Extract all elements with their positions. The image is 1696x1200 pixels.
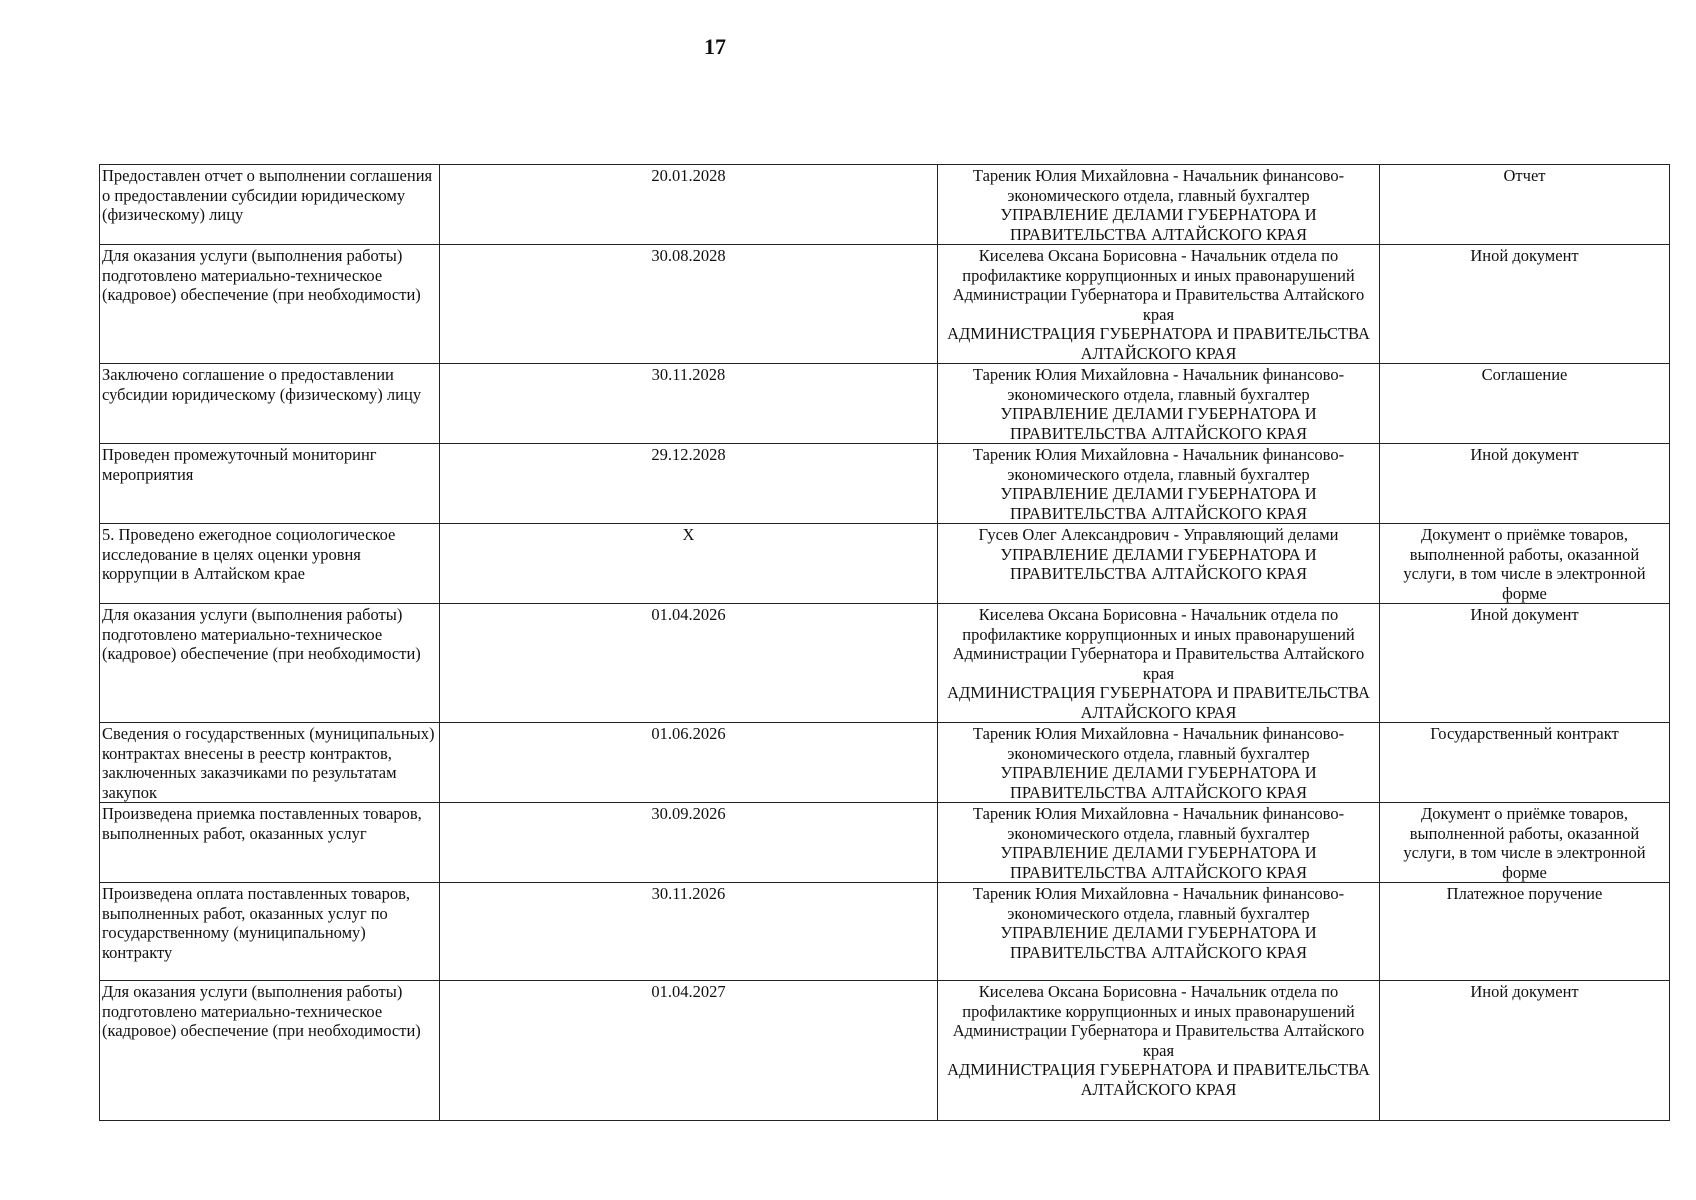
responsible-organization: УПРАВЛЕНИЕ ДЕЛАМИ ГУБЕРНАТОРА И ПРАВИТЕЛЬСТВА АЛТАЙСКОГО КРАЯ <box>1000 205 1317 244</box>
responsible-organization: УПРАВЛЕНИЕ ДЕЛАМИ ГУБЕРНАТОРА И ПРАВИТЕЛЬСТВА АЛТАЙСКОГО КРАЯ <box>1000 763 1317 802</box>
document-cell: Иной документ <box>1380 245 1670 364</box>
responsible-cell <box>938 364 1380 444</box>
document-cell: Государственный контракт <box>1380 723 1670 803</box>
responsible-organization: УПРАВЛЕНИЕ ДЕЛАМИ ГУБЕРНАТОРА И ПРАВИТЕЛЬСТВА АЛТАЙСКОГО КРАЯ <box>1000 544 1317 583</box>
document-cell: Иной документ <box>1380 981 1670 1121</box>
document-cell: Иной документ <box>1380 604 1670 723</box>
event-cell: Проведен промежуточный мониторинг мероприятия <box>100 444 440 524</box>
responsible-person: Тареник Юлия Михайловна - Начальник финансово-экономического отдела, главный бухгалтер <box>972 365 1345 404</box>
event-cell: Для оказания услуги (выполнения работы) подготовлено материально-техническое (кадровое) обеспечение (при необходимости) <box>100 245 440 364</box>
activities-table <box>99 164 1670 1121</box>
responsible-person: Тареник Юлия Михайловна - Начальник финансово-экономического отдела, главный бухгалтер <box>972 166 1345 205</box>
responsible-organization: АДМИНИСТРАЦИЯ ГУБЕРНАТОРА И ПРАВИТЕЛЬСТВА АЛТАЙСКОГО КРАЯ <box>947 683 1370 722</box>
event-cell: Для оказания услуги (выполнения работы) подготовлено материально-техническое (кадровое) обеспечение (при необходимости) <box>100 981 440 1121</box>
responsible-person: Тареник Юлия Михайловна - Начальник финансово-экономического отдела, главный бухгалтер <box>972 884 1345 923</box>
table-row <box>100 165 1670 245</box>
responsible-organization: АДМИНИСТРАЦИЯ ГУБЕРНАТОРА И ПРАВИТЕЛЬСТВА АЛТАЙСКОГО КРАЯ <box>947 324 1370 363</box>
event-cell: Для оказания услуги (выполнения работы) подготовлено материально-техническое (кадровое) обеспечение (при необходимости) <box>100 604 440 723</box>
event-cell: Сведения о государственных (муниципальных) контрактах внесены в реестр контрактов, заключенных заказчиками по результатам закупок <box>100 723 440 803</box>
responsible-organization: УПРАВЛЕНИЕ ДЕЛАМИ ГУБЕРНАТОРА И ПРАВИТЕЛЬСТВА АЛТАЙСКОГО КРАЯ <box>1000 843 1317 882</box>
responsible-cell <box>938 444 1380 524</box>
responsible-organization: УПРАВЛЕНИЕ ДЕЛАМИ ГУБЕРНАТОРА И ПРАВИТЕЛЬСТВА АЛТАЙСКОГО КРАЯ <box>1000 484 1317 523</box>
document-cell: Соглашение <box>1380 364 1670 444</box>
date-cell: 01.04.2027 <box>440 981 938 1121</box>
date-cell: X <box>440 524 938 604</box>
date-cell: 30.08.2028 <box>440 245 938 364</box>
table-row <box>100 723 1670 803</box>
document-cell: Иной документ <box>1380 444 1670 524</box>
table-row <box>100 444 1670 524</box>
page-number: 17 <box>704 34 726 59</box>
responsible-person: Киселева Оксана Борисовна - Начальник отдела по профилактике коррупционных и иных правонарушений Администрации Губернатора и Правительства Алтайского края <box>952 982 1365 1060</box>
event-cell: 5. Проведено ежегодное социологическое исследование в целях оценки уровня коррупции в Алтайском крае <box>100 524 440 604</box>
responsible-person: Тареник Юлия Михайловна - Начальник финансово-экономического отдела, главный бухгалтер <box>972 445 1345 484</box>
document-cell: Документ о приёмке товаров, выполненной работы, оказанной услуги, в том числе в электронной форме <box>1380 524 1670 604</box>
responsible-person: Гусев Олег Александрович - Управляющий делами <box>978 525 1339 544</box>
responsible-cell <box>938 165 1380 245</box>
responsible-organization: УПРАВЛЕНИЕ ДЕЛАМИ ГУБЕРНАТОРА И ПРАВИТЕЛЬСТВА АЛТАЙСКОГО КРАЯ <box>1000 404 1317 443</box>
date-cell: 30.11.2026 <box>440 883 938 981</box>
responsible-person: Тареник Юлия Михайловна - Начальник финансово-экономического отдела, главный бухгалтер <box>972 724 1345 763</box>
table-row <box>100 524 1670 604</box>
date-cell: 30.09.2026 <box>440 803 938 883</box>
event-cell: Произведена приемка поставленных товаров, выполненных работ, оказанных услуг <box>100 803 440 883</box>
responsible-organization: УПРАВЛЕНИЕ ДЕЛАМИ ГУБЕРНАТОРА И ПРАВИТЕЛЬСТВА АЛТАЙСКОГО КРАЯ <box>1000 923 1317 962</box>
responsible-cell <box>938 803 1380 883</box>
event-cell: Предоставлен отчет о выполнении соглашения о предоставлении субсидии юридическому (физическому) лицу <box>100 165 440 245</box>
document-cell: Платежное поручение <box>1380 883 1670 981</box>
responsible-cell <box>938 723 1380 803</box>
table-row <box>100 245 1670 364</box>
responsible-cell <box>938 883 1380 981</box>
table-row <box>100 604 1670 723</box>
responsible-person: Киселева Оксана Борисовна - Начальник отдела по профилактике коррупционных и иных правонарушений Администрации Губернатора и Правительства Алтайского края <box>952 246 1365 324</box>
table-row <box>100 883 1670 981</box>
date-cell: 20.01.2028 <box>440 165 938 245</box>
responsible-cell <box>938 981 1380 1121</box>
responsible-person: Киселева Оксана Борисовна - Начальник отдела по профилактике коррупционных и иных правонарушений Администрации Губернатора и Правительства Алтайского края <box>952 605 1365 683</box>
responsible-cell <box>938 245 1380 364</box>
date-cell: 01.06.2026 <box>440 723 938 803</box>
document-cell: Документ о приёмке товаров, выполненной работы, оказанной услуги, в том числе в электронной форме <box>1380 803 1670 883</box>
date-cell: 01.04.2026 <box>440 604 938 723</box>
responsible-organization: АДМИНИСТРАЦИЯ ГУБЕРНАТОРА И ПРАВИТЕЛЬСТВА АЛТАЙСКОГО КРАЯ <box>947 1060 1370 1099</box>
document-cell: Отчет <box>1380 165 1670 245</box>
date-cell: 29.12.2028 <box>440 444 938 524</box>
event-cell: Произведена оплата поставленных товаров, выполненных работ, оказанных услуг по государственному (муниципальному) контракту <box>100 883 440 981</box>
table-row <box>100 803 1670 883</box>
responsible-cell <box>938 604 1380 723</box>
table-row <box>100 364 1670 444</box>
date-cell: 30.11.2028 <box>440 364 938 444</box>
responsible-person: Тареник Юлия Михайловна - Начальник финансово-экономического отдела, главный бухгалтер <box>972 804 1345 843</box>
event-cell: Заключено соглашение о предоставлении субсидии юридическому (физическому) лицу <box>100 364 440 444</box>
responsible-cell <box>938 524 1380 604</box>
table-row <box>100 981 1670 1121</box>
